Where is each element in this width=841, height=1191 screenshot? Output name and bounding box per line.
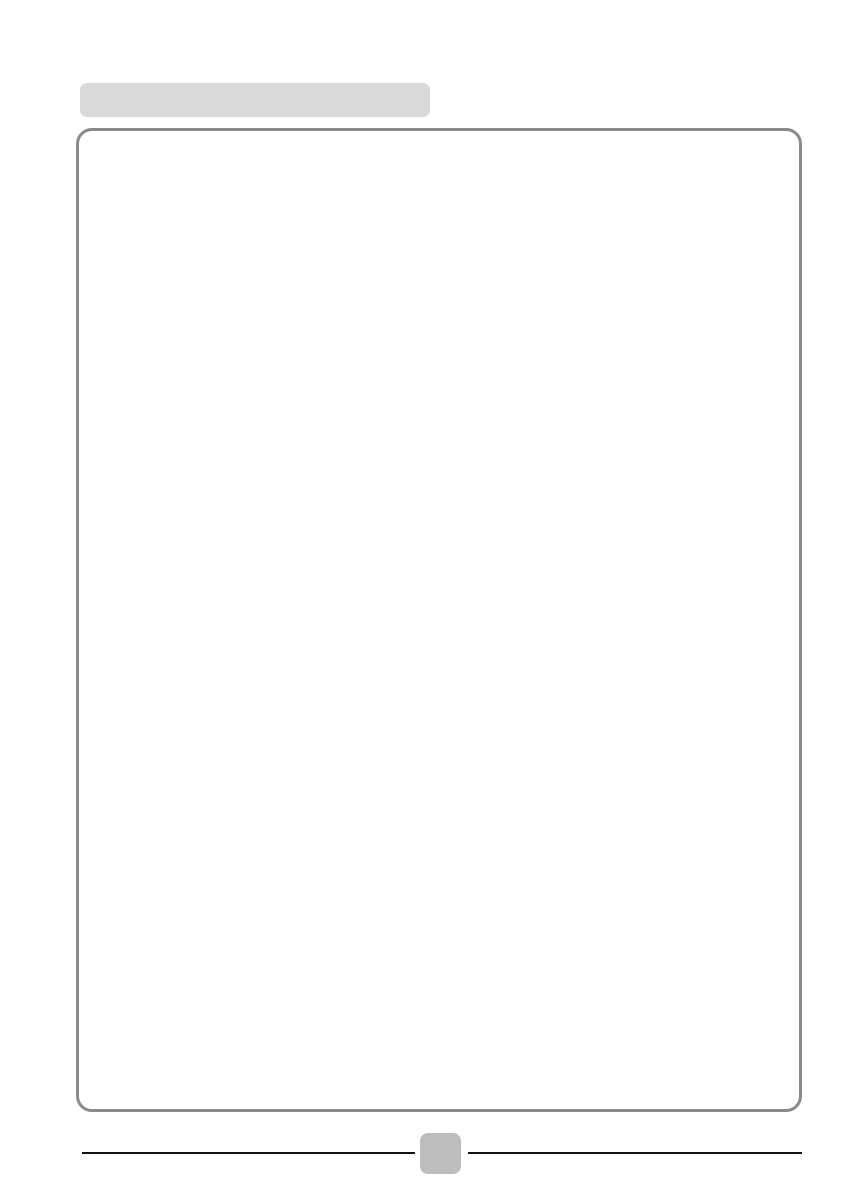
footer-rule-left (82, 1152, 415, 1154)
page-number-box (420, 1133, 461, 1174)
footer-rule-right (468, 1152, 802, 1154)
section-title-bar (80, 83, 430, 117)
program-table (76, 128, 802, 1112)
table-grid (79, 131, 799, 1109)
